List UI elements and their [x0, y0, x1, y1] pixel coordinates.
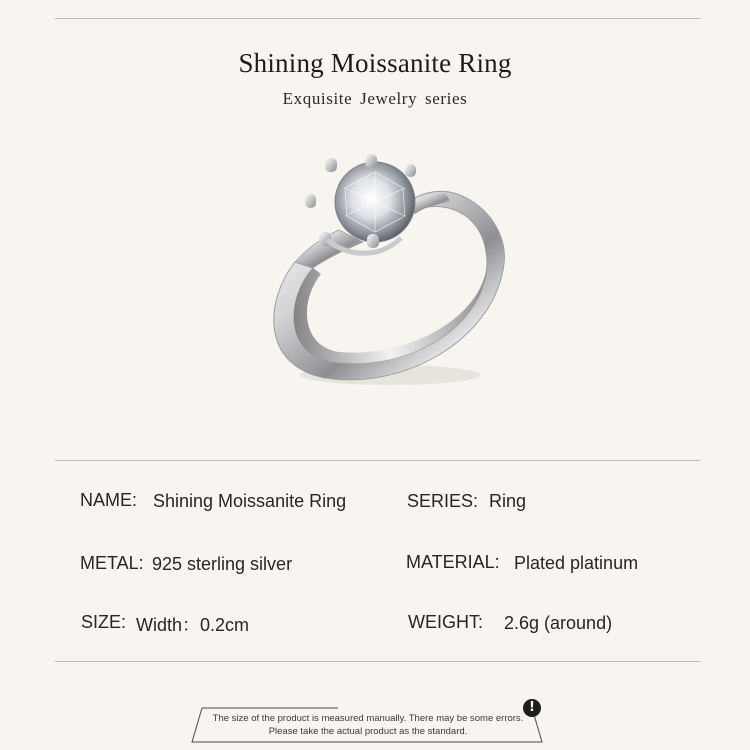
measurement-notice [188, 706, 548, 744]
metal-value: 925 sterling silver [152, 554, 293, 574]
ring-product-image [255, 150, 515, 420]
moissanite-ring-icon [255, 150, 515, 420]
notice-line-2: Please take the actual product as the standard. [268, 726, 468, 737]
series-value: Ring [489, 491, 527, 511]
series-label: SERIES: [407, 491, 479, 511]
metal-label: METAL: [80, 553, 144, 573]
exclamation-icon: ! [523, 699, 541, 717]
name-label: NAME: [80, 490, 138, 510]
material-value: Plated platinum [514, 553, 639, 573]
top-divider [55, 18, 700, 19]
bottom-divider [55, 661, 700, 662]
page-title: Shining Moissanite Ring [238, 48, 512, 78]
middle-divider [55, 460, 700, 461]
notice-line-1: The size of the product is measured manually. There may be some errors. [212, 713, 524, 724]
notice-frame [188, 706, 548, 744]
size-label: SIZE: [81, 612, 127, 632]
name-value: Shining Moissanite Ring [153, 491, 347, 511]
weight-label: WEIGHT: [408, 612, 483, 632]
material-label: MATERIAL: [406, 552, 500, 572]
size-value: Width：0.2cm [136, 615, 250, 635]
weight-value: 2.6g (around) [504, 613, 613, 633]
page-subtitle: Exquisite Jewelry series [282, 89, 468, 108]
